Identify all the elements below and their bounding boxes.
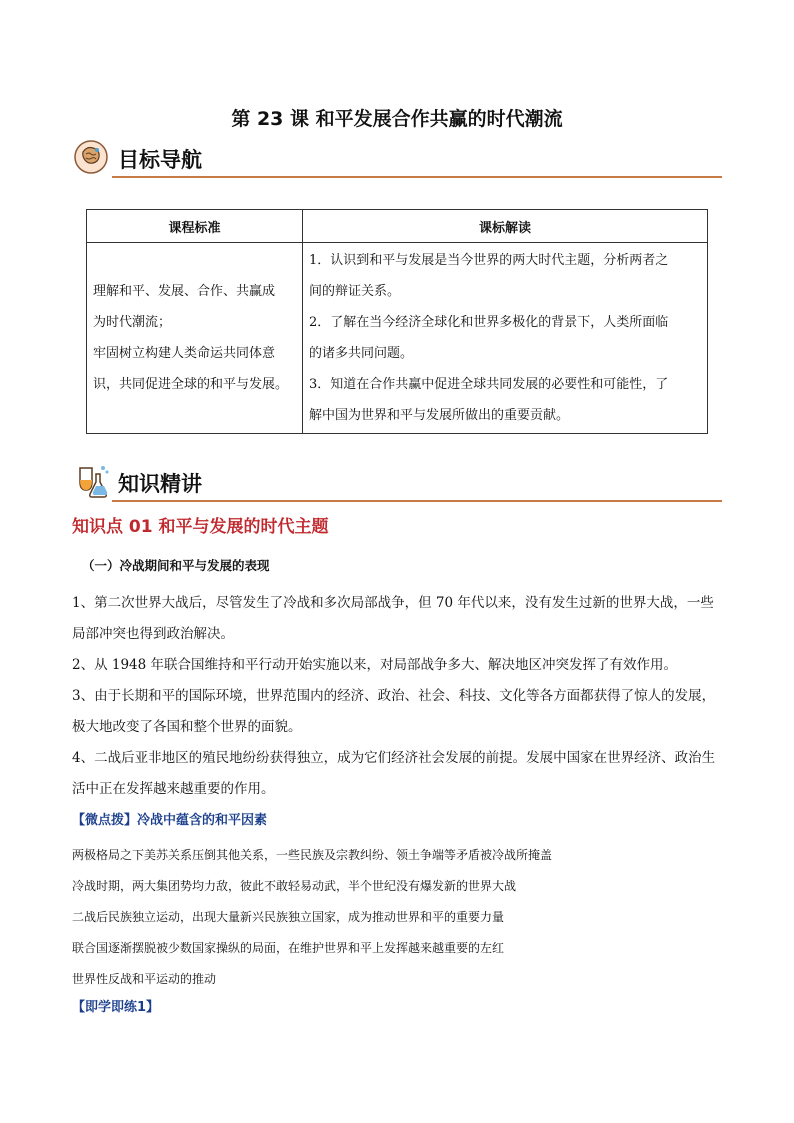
paragraph: 4、二战后亚非地区的殖民地纷纷获得独立，成为它们经济社会发展的前提。发展中国家在世界经济、政治生活中正在发挥越来越重要的作用。 [72, 750, 716, 797]
knowledge-header [72, 462, 722, 502]
goal-nav-header [72, 138, 722, 178]
section-divider [112, 176, 722, 178]
tip-line: 两极格局之下美苏关系压倒其他关系，一些民族及宗教纠纷、领土争端等矛盾被冷战所掩盖 [72, 848, 553, 862]
cell-line: 为时代潮流； [93, 315, 172, 330]
cell-line: 的诸多共同问题。 [309, 346, 414, 361]
subheading: （一）冷战期间和平与发展的表现 [82, 558, 270, 573]
cell-line: 识，共同促进全球的和平与发展。 [93, 377, 289, 392]
cell-line: 1．认识到和平与发展是当今世界的两大时代主题，分析两者之 [309, 253, 669, 268]
tip-line: 二战后民族独立运动，出现大量新兴民族独立国家，成为推动世界和平的重要力量 [72, 910, 505, 924]
tip-heading: 【微点拨】冷战中蕴含的和平因素 [72, 813, 268, 828]
interpretation-cell [303, 243, 708, 434]
table-header: 课标解读 [303, 210, 708, 243]
tip-line: 联合国逐渐摆脱被少数国家操纵的局面，在维护世界和平上发挥越来越重要的左红 [72, 941, 505, 955]
brain-head-icon [72, 138, 112, 178]
knowledge-label: 知识精讲 [118, 472, 202, 496]
cell-line: 解中国为世界和平与发展所做出的重要贡献。 [309, 408, 570, 423]
paragraph-list [72, 588, 722, 805]
table-header-row [87, 210, 708, 243]
cell-line: 3．知道在合作共赢中促进全球共同发展的必要性和可能性，了 [309, 377, 669, 392]
cell-line: 理解和平、发展、合作、共赢成 [93, 284, 276, 299]
standards-cell [87, 243, 303, 434]
section-divider [112, 500, 722, 502]
table-row [87, 243, 708, 434]
page-title: 第 23 课 和平发展合作共赢的时代潮流 [231, 108, 563, 130]
cell-line: 2．了解在当今经济全球化和世界多极化的背景下，人类所面临 [309, 315, 669, 330]
tip-line: 世界性反战和平运动的推动 [72, 972, 217, 986]
flask-icon [72, 462, 112, 502]
cell-line: 牢固树立构建人类命运共同体意 [93, 346, 276, 361]
practice-heading: 【即学即练1】 [72, 1000, 160, 1015]
tip-list [72, 840, 722, 995]
standards-table [86, 209, 708, 434]
table-header: 课程标准 [87, 210, 303, 243]
paragraph: 1、第二次世界大战后，尽管发生了冷战和多次局部战争，但 70 年代以来，没有发生过新的世界大战，一些局部冲突也得到政治解决。 [72, 595, 714, 642]
paragraph: 2、从 1948 年联合国维持和平行动开始实施以来，对局部战争多大、解决地区冲突发挥了有效作用。 [72, 657, 678, 673]
tip-line: 冷战时期，两大集团势均力敌，彼此不敢轻易动武，半个世纪没有爆发新的世界大战 [72, 879, 517, 893]
knowledge-point-title: 知识点 01 和平与发展的时代主题 [72, 517, 329, 537]
goal-nav-label: 目标导航 [118, 148, 202, 172]
paragraph: 3、由于长期和平的国际环境，世界范围内的经济、政治、社会、科技、文化等各方面都获得了惊人的发展，极大地改变了各国和整个世界的面貌。 [72, 688, 716, 735]
cell-line: 间的辩证关系。 [309, 284, 401, 299]
